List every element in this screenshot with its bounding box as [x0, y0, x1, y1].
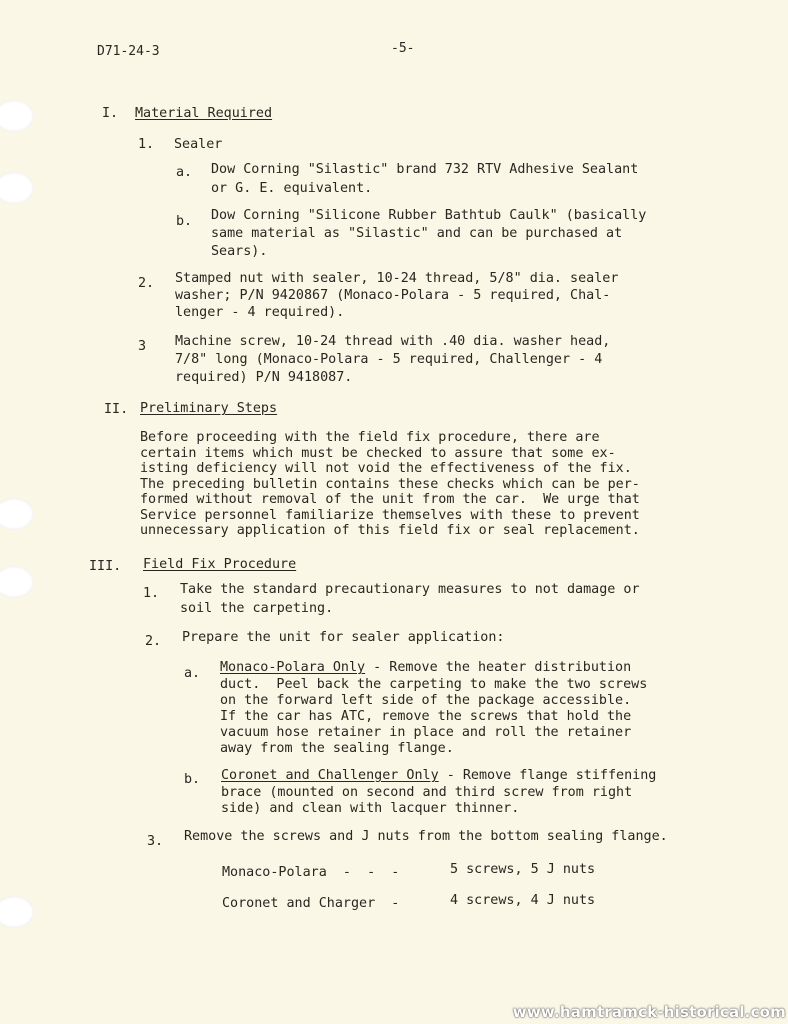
- text-line: soil the carpeting.: [180, 601, 334, 616]
- text-line: Sears).: [211, 244, 268, 259]
- text-line: same material as "Silastic" and can be purchased at: [211, 226, 623, 241]
- subitem-label: Monaco-Polara Only: [220, 660, 366, 675]
- section-number: III.: [89, 559, 122, 574]
- text-line: Dow Corning "Silicone Rubber Bathtub Caulk" (basically: [211, 208, 647, 223]
- text-line: vacuum hose retainer in place and roll the retainer: [220, 725, 632, 740]
- item-number: 2.: [138, 276, 155, 291]
- text-line: unnecessary application of this field fix or seal replacement.: [140, 523, 640, 538]
- text-line: lenger - 4 required).: [175, 305, 345, 320]
- model-name: Monaco-Polara - - -: [222, 865, 400, 880]
- text-line: or G. E. equivalent.: [211, 181, 373, 196]
- model-name: Coronet and Charger -: [222, 896, 400, 911]
- item-number: 1.: [138, 137, 155, 152]
- text-line: side) and clean with lacquer thinner.: [221, 801, 520, 816]
- text-line: on the forward left side of the package accessible.: [220, 693, 632, 708]
- section-number: I.: [102, 106, 119, 121]
- text-line: certain items which must be checked to assure that some ex-: [140, 446, 616, 461]
- text-line: formed without removal of the unit from the car. We urge that: [140, 492, 640, 507]
- punch-hole: [0, 100, 34, 132]
- subitem-letter: b.: [184, 772, 201, 787]
- watermark: www.hamtramck-historical.com: [512, 1003, 786, 1021]
- subitem-label: Coronet and Challenger Only: [221, 768, 439, 783]
- text-line: Remove the screws and J nuts from the bottom sealing flange.: [184, 829, 668, 844]
- text-line: required) P/N 9418087.: [175, 370, 353, 385]
- subitem-letter: a.: [176, 165, 193, 180]
- text-line: away from the sealing flange.: [220, 741, 454, 756]
- text-line: If the car has ATC, remove the screws that hold the: [220, 709, 632, 724]
- punch-hole: [0, 172, 34, 204]
- item-number: 1.: [143, 586, 160, 601]
- text-line: Take the standard precautionary measures to not damage or: [180, 582, 640, 597]
- punch-hole: [0, 498, 34, 530]
- punch-hole: [0, 566, 34, 598]
- text-line: duct. Peel back the carpeting to make the two screws: [220, 677, 648, 692]
- text-line: Prepare the unit for sealer application:: [182, 630, 505, 645]
- item-number: 3: [138, 339, 147, 354]
- text-line: The preceding bulletin contains these checks which can be per-: [140, 477, 640, 492]
- text-line: 7/8" long (Monaco-Polara - 5 required, Challenger - 4: [175, 352, 603, 367]
- item-number: 3.: [147, 834, 164, 849]
- item-label: Sealer: [174, 137, 223, 152]
- text-line: Stamped nut with sealer, 10-24 thread, 5/8" dia. sealer: [175, 271, 619, 286]
- text-line: [221, 768, 656, 784]
- text-fragment: - Remove flange stiffening: [438, 768, 657, 783]
- punch-hole: [0, 896, 34, 928]
- text-line: [220, 660, 631, 676]
- text-fragment: - Remove the heater distribution: [365, 660, 632, 675]
- section-title: Material Required: [135, 106, 273, 121]
- item-number: 2.: [145, 634, 162, 649]
- section-title: Field Fix Procedure: [143, 557, 297, 572]
- model-quantity: 5 screws, 5 J nuts: [450, 862, 596, 877]
- section-title: Preliminary Steps: [140, 401, 278, 416]
- text-line: washer; P/N 9420867 (Monaco-Polara - 5 required, Chal-: [175, 288, 611, 303]
- text-line: Service personnel familiarize themselves with these to prevent: [140, 508, 640, 523]
- text-line: isting deficiency will not void the effectiveness of the fix.: [140, 461, 632, 476]
- text-line: Machine screw, 10-24 thread with .40 dia. washer head,: [175, 334, 611, 349]
- subitem-letter: a.: [184, 666, 201, 681]
- doc-number: D71-24-3: [97, 44, 160, 59]
- text-line: Dow Corning "Silastic" brand 732 RTV Adhesive Sealant: [211, 162, 639, 177]
- text-line: brace (mounted on second and third screw from right: [221, 785, 633, 800]
- subitem-letter: b.: [176, 214, 193, 229]
- page-number: -5-: [391, 41, 415, 56]
- section-number: II.: [104, 402, 129, 417]
- model-quantity: 4 screws, 4 J nuts: [450, 893, 596, 908]
- text-line: Before proceeding with the field fix procedure, there are: [140, 430, 600, 445]
